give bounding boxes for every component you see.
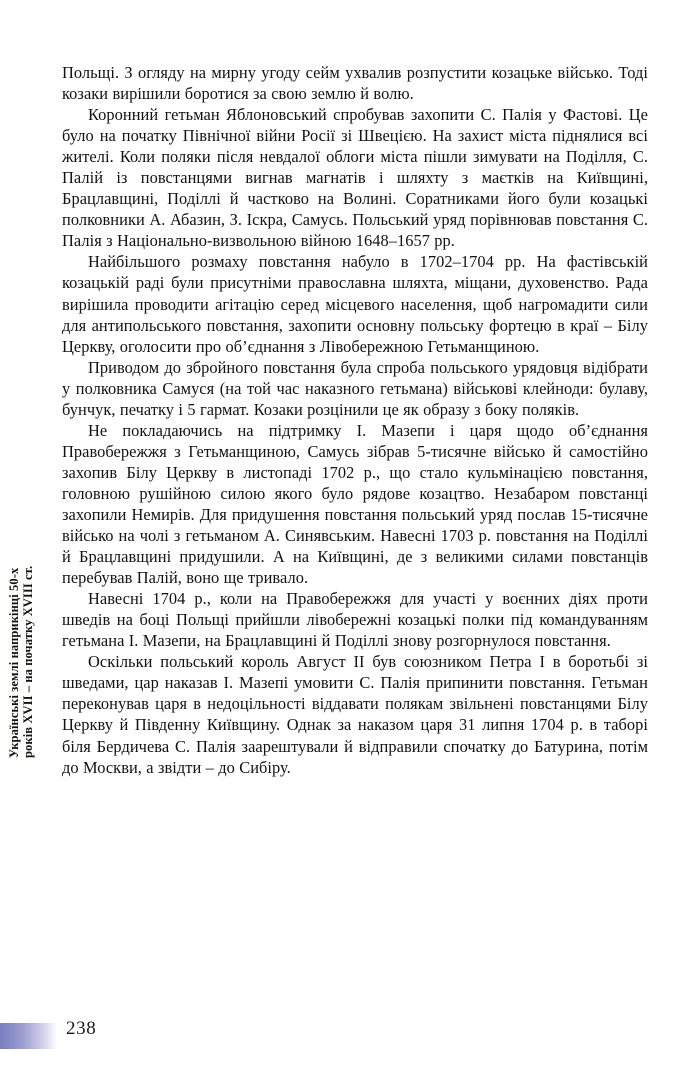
paragraph: Приводом до збройного повстання була спроба польського урядовця відібрати у полковника Самуся (на той час наказного гетьмана) військові клейноди: булаву, бунчук, печатку і 5 гармат. Козаки розцінили це як образу з боку поляків. <box>62 357 648 419</box>
chapter-thumb-tab-text <box>0 475 42 758</box>
paragraph: Польщі. З огляду на мирну угоду сейм ухвалив розпустити козацьке військо. Тоді козаки вирішили боротися за свою землю й волю. <box>62 63 648 104</box>
paragraph: Коронний гетьман Яблоновський спробував захопити С. Палія у Фастові. Це було на початку Північної війни Росії зі Швецією. На захист міста піднялися всі жителі. Коли поляки після невдалої облоги міста пішли зимувати на Поділля, С. Палій із повстанцями вигнав магнатів і шляхту з маєтків на Київщині, Брацлавщині, Поділлі й частково на Волині. Соратниками його були козацькі полковники А. Абазин, З. Іскра, Самусь. Польський уряд порівнював повстання С. Палія з Національно-визвольною війною 1648–1657 рр. <box>62 105 648 251</box>
paragraph: Найбільшого розмаху повстання набуло в 1702–1704 рр. На фастівській козацькій раді були присутніми православна шляхта, міщани, духовенство. Рада вирішила проводити агітацію серед місцевого населення, щоб нагромадити сили для антипольського повстання, захопити основну польську фортецю в краї – Білу Церкву, оголосити про об’єднання з Лівобережною Гетьманщиною. <box>62 252 648 356</box>
chapter-thumb-tab-line-2: років XVII – на початку XVIII ст. <box>20 565 35 758</box>
paragraph: Навесні 1704 р., коли на Правобережжя для участі у воєнних діях проти шведів на боці Польщі прийшли лівобережні козацькі полки під командуванням гетьмана І. Мазепи, на Брацлавщині й Поділлі знову розгорнулося повстання. <box>62 589 648 651</box>
page-number: 238 <box>66 1018 97 1039</box>
paragraph: Не покладаючись на підтримку І. Мазепи і царя щодо об’єднання Правобережжя з Гетьманщиною, Самусь зібрав 5-тисячне військо й самостійно захопив Білу Церкву в листопаді 1702 р., що стало кульмінацією повстання, головною рушійною силою якого було рядове козацтво. Незабаром повстанці захопили Немирів. Для придушення повстання польський уряд послав 15-тисячне військо на чолі з гетьманом А. Синявським. Навесні 1703 р. повстання на Поділлі й Брацлавщині придушили. А на Київщині, де з великими силами повстанців перебував Палій, воно ще тривало. <box>62 420 648 588</box>
chapter-thumb-tab-line-1: Українські землі наприкінці 50-х <box>7 567 21 758</box>
paragraph: Оскільки польський король Август ІІ був союзником Петра І в боротьбі зі шведами, цар наказав І. Мазепі умовити С. Палія припинити повстання. Гетьман переконував царя в недоцільності віддавати полякам звільнені повстанцями Білу Церкву й Південну Київщину. Однак за наказом царя 31 липня 1704 р. в таборі біля Бердичева С. Палія заарештували й відправили спочатку до Батурина, потім до Москви, а звідти – до Сибіру. <box>62 652 648 777</box>
chapter-thumb-tab <box>0 475 42 758</box>
footer-gradient-rule <box>0 1023 57 1049</box>
body-text-column <box>62 62 648 778</box>
